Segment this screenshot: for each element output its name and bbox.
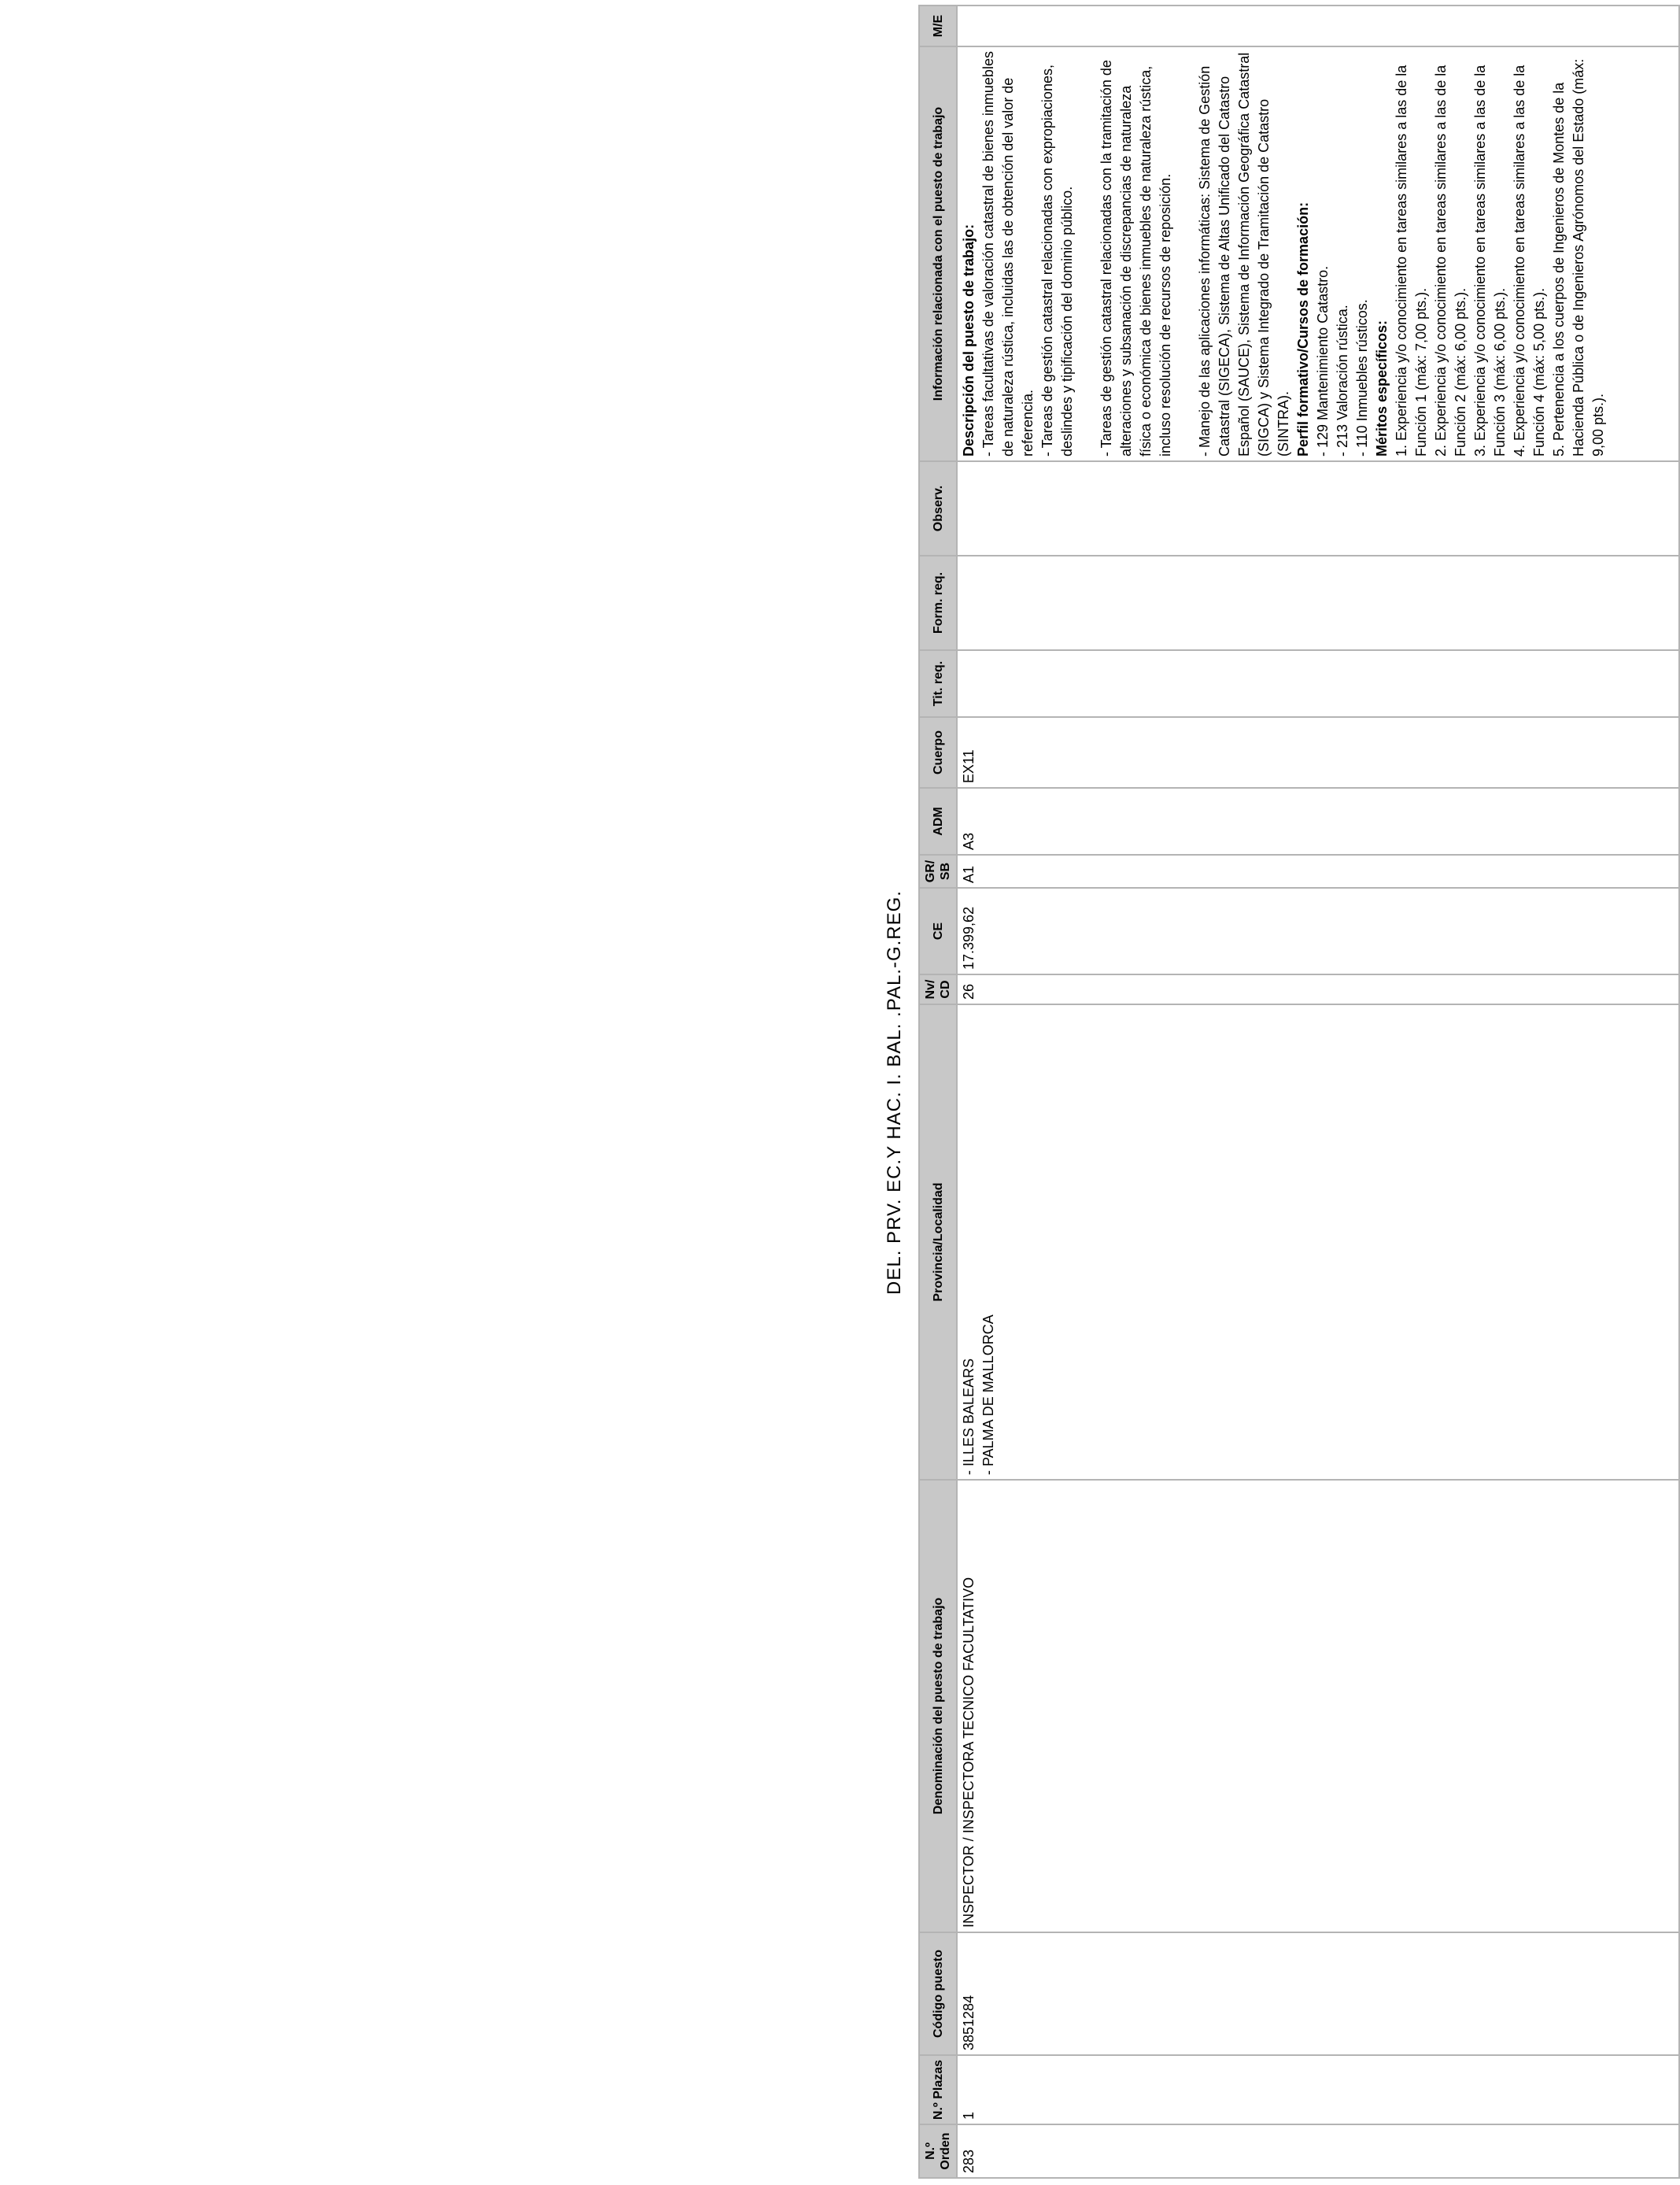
provincia-text: - ILLES BALEARS — [961, 1358, 977, 1475]
page-title: DEL. PRV. EC.Y HAC. I. BAL. .PAL.-G.REG. — [884, 890, 905, 1295]
cell-grupo: A1 — [957, 855, 1679, 888]
col-header-tit-req: Tit. req. — [919, 650, 957, 717]
localidad-text: - PALMA DE MALLORCA — [980, 1314, 996, 1475]
cell-provincia-localidad — [957, 1004, 1679, 1480]
cell-nivel: 26 — [957, 974, 1679, 1004]
cell-ce: 17.399,62 — [957, 888, 1679, 974]
col-header-nivel: Nv/ CD — [919, 974, 957, 1004]
merito-item: 2. Experiencia y/o conocimiento en tareas similares a las de la Función 2 (máx: 6,00 pts.). — [1433, 65, 1468, 457]
desc-item: - Tareas de gestión catastral relacionadas con expropiaciones, deslindes y tipificación del dominio público. — [1039, 65, 1075, 457]
col-header-ce: CE — [919, 888, 957, 974]
col-header-adm: ADM — [919, 788, 957, 855]
perfil-item: - 213 Valoración rústica. — [1335, 305, 1350, 457]
perfil-item: - 129 Mantenimiento Catastro. — [1315, 265, 1331, 457]
cell-tit-req — [957, 650, 1679, 717]
cell-denominacion: INSPECTOR / INSPECTORA TECNICO FACULTATIVO — [957, 1480, 1679, 1932]
col-header-cuerpo: Cuerpo — [919, 717, 957, 788]
merito-item: 1. Experiencia y/o conocimiento en tareas similares a las de la Función 1 (máx: 7,00 pts.). — [1394, 65, 1429, 457]
cell-observ — [957, 461, 1679, 556]
cell-codigo: 3851284 — [957, 1932, 1679, 2055]
col-header-denominacion: Denominación del puesto de trabajo — [919, 1480, 957, 1932]
merito-item: 4. Experiencia y/o conocimiento en tareas similares a las de la Función 4 (máx: 5,00 pts.). — [1512, 65, 1547, 457]
spacer — [1176, 51, 1195, 457]
cell-cuerpo: EX11 — [957, 717, 1679, 788]
cell-plazas: 1 — [957, 2055, 1679, 2124]
col-header-codigo: Código puesto — [919, 1932, 957, 2055]
header-row — [919, 6, 957, 2178]
col-header-orden: N.º Orden — [919, 2124, 957, 2178]
meritos-title: Méritos específicos: — [1374, 320, 1390, 457]
desc-item: - Manejo de las aplicaciones informáticas: Sistema de Gestión Catastral (SIGECA), Sistema de Altas Unificado del Catastro Español (SAUCE), Sistema de Información Geográfica Catastral (SIGCA) y Sistema Integrado de Tramitación de Catastro (SINTRA). — [1197, 52, 1291, 457]
perfil-title: Perfil formativo/Cursos de formación: — [1295, 201, 1311, 457]
desc-title: Descripción del puesto de trabajo: — [961, 224, 977, 457]
col-header-provincia: Provincia/Localidad — [919, 1004, 957, 1480]
merito-item: 3. Experiencia y/o conocimiento en tareas similares a las de la Función 3 (máx: 6,00 pts.). — [1472, 65, 1508, 457]
table-row — [957, 6, 1679, 2178]
col-header-grupo: GR/ SB — [919, 855, 957, 888]
col-header-plazas: N.º Plazas — [919, 2055, 957, 2124]
col-header-form-req: Form. req. — [919, 556, 957, 650]
positions-table — [918, 5, 1680, 2179]
cell-form-req — [957, 556, 1679, 650]
cell-me — [957, 6, 1679, 46]
desc-item: - Tareas de gestión catastral relacionadas con la tramitación de alteraciones y subsanación de discrepancias de naturaleza física o económica de bienes inmuebles de naturaleza rústica, incluso resolución de recursos de reposición. — [1098, 60, 1173, 457]
cell-orden: 283 — [957, 2124, 1679, 2178]
spacer — [1077, 51, 1097, 457]
cell-info — [957, 46, 1679, 461]
col-header-info: Información relacionada con el puesto de trabajo — [919, 46, 957, 461]
col-header-me: M/E — [919, 6, 957, 46]
cell-adm: A3 — [957, 788, 1679, 855]
perfil-item: - 110 Inmuebles rústicos. — [1354, 299, 1370, 457]
merito-item: 5. Pertenencia a los cuerpos de Ingenieros de Montes de la Hacienda Pública o de Ingenieros Agrónomos del Estado (máx: 9,00 pts.). — [1551, 58, 1606, 457]
desc-item: - Tareas facultativas de valoración catastral de bienes inmuebles de naturaleza rústica, incluidas las de obtención del valor de referencia. — [980, 51, 1036, 457]
col-header-observ: Observ. — [919, 461, 957, 556]
